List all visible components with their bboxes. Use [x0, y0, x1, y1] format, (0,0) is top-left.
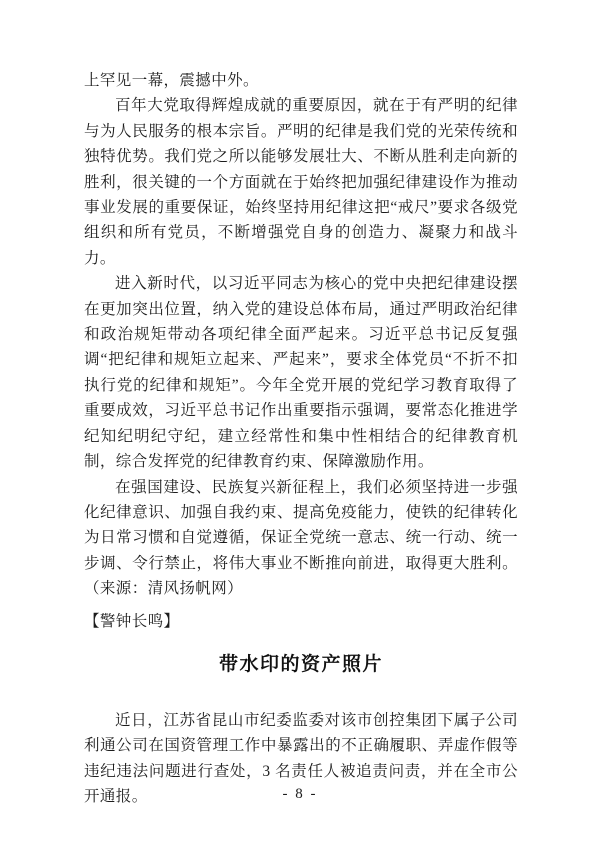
paragraph-conclusion-source: 在强国建设、民族复兴新征程上，我们必须坚持进一步强化纪律意识、加强自我约束、提高免疫能力，使铁的纪律转化为日常习惯和自觉遵循，保证全党统一意志、统一行动、统一步调、令行禁止，将伟大事业不断推向前进，取得更大胜利。（来源：清风扬帆网）: [84, 478, 518, 598]
paragraph-continuation: 上罕见一幕，震撼中外。: [84, 72, 259, 89]
page-number: - 8 -: [282, 786, 318, 802]
page-content: [84, 68, 518, 810]
paragraph-new-era: 进入新时代，以习近平同志为核心的党中央把纪律建设摆在更加突出位置，纳入党的建设总体布局，通过严明政治纪律和政治规矩带动各项纪律全面严起来。习近平总书记反复强调“把纪律和规矩立起来、严起来”，要求全体党员“不折不扣执行党的纪律和规矩”。今年全党开展的党纪学习教育取得了重要成效，习近平总书记作出重要指示强调，要常态化推进学纪知纪明纪守纪，建立经常性和集中性相结合的纪律教育机制，综合发挥党的纪律教育约束、保障激励作用。: [84, 275, 518, 471]
paragraph-kunshan-case: 近日，江苏省昆山市纪委监委对该市创控集团下属子公司利通公司在国资管理工作中暴露出的不正确履职、弄虚作假等违纪违法问题进行查处，3 名责任人被追责问责，并在全市公开通报。: [84, 711, 518, 806]
article-title-watermark-photos: 带水印的资产照片: [218, 653, 383, 675]
paragraph-discipline-importance: 百年大党取得辉煌成就的重要原因，就在于有严明的纪律与为人民服务的根本宗旨。严明的纪律是我们党的光荣传统和独特优势。我们党之所以能够发展壮大、不断从胜利走向新的胜利，很关键的一个方面就在于始终把加强纪律建设作为推动事业发展的重要保证，始终坚持用纪律这把“戒尺”要求各级党组织和所有党员，不断增强党自身的创造力、凝聚力和战斗力。: [84, 97, 518, 267]
section-header-alarm-bell: 【警钟长鸣】: [84, 612, 180, 630]
